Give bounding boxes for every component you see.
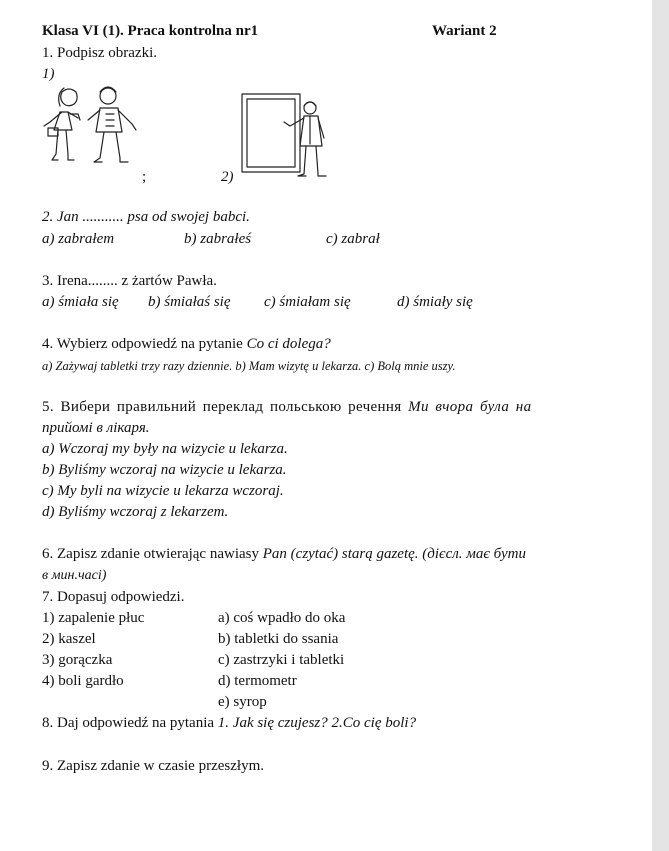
q3-option-a: a) śmiała się: [42, 294, 119, 310]
q5-text-italic: Ми вчора була на: [408, 399, 532, 415]
question-6-line-1: [42, 545, 526, 563]
picture-1-semicolon: ;: [142, 169, 147, 185]
question-4-text: [42, 335, 331, 353]
q7-left-item-1: 1) zapalenie płuc: [42, 610, 145, 626]
variant-label: Wariant 2: [432, 23, 497, 39]
q7-right-item-d: d) termometr: [218, 673, 297, 689]
picture-2-label: 2): [221, 169, 234, 185]
q2-option-c: c) zabrał: [326, 231, 380, 247]
q2-option-b: b) zabrałeś: [184, 231, 252, 247]
question-6-line-2: в мин.часі): [42, 568, 107, 583]
question-3-text: 3. Irena........ z żartów Pawła.: [42, 273, 217, 289]
q3-option-b: b) śmiałaś się: [148, 294, 231, 310]
q4-options: a) Zażywaj tabletki trzy razy dziennie. b) Mam wizytę u lekarza. c) Bolą mnie uszy.: [42, 359, 456, 373]
q3-option-c: c) śmiałam się: [264, 294, 351, 310]
q5-text-plain: 5. Вибери правильний переклад польською речення: [42, 399, 409, 415]
q5-option-a: a) Wczoraj my były na wizycie u lekarza.: [42, 441, 288, 457]
question-2-text: 2. Jan ........... psa od swojej babci.: [42, 209, 250, 225]
worksheet-title: Klasa VI (1). Praca kontrolna nr1: [42, 23, 259, 39]
q3-option-d: d) śmiały się: [397, 294, 473, 310]
q8-text-plain: 8. Daj odpowiedź na pytania: [42, 715, 218, 731]
q2-option-a: a) zabrałem: [42, 231, 115, 247]
q4-text-italic: Co ci dolega?: [246, 336, 331, 352]
q5-option-d: d) Byliśmy wczoraj z lekarzem.: [42, 504, 229, 520]
picture-1-label: 1): [42, 66, 55, 82]
question-7-text: 7. Dopasuj odpowiedzi.: [42, 589, 185, 605]
question-5-line-2: прийомі в лікаря.: [42, 420, 150, 436]
q4-text-plain: 4. Wybierz odpowiedź na pytanie: [42, 336, 247, 352]
q7-left-item-4: 4) boli gardło: [42, 673, 124, 689]
q5-option-b: b) Byliśmy wczoraj na wizycie u lekarza.: [42, 462, 287, 478]
q6-text-plain: 6. Zapisz zdanie otwierając nawiasy: [42, 546, 263, 562]
children-walking-illustration: [40, 84, 150, 179]
q7-right-item-b: b) tabletki do ssania: [218, 631, 339, 647]
question-9-text: 9. Zapisz zdanie w czasie przeszłym.: [42, 758, 264, 774]
q7-right-item-c: c) zastrzyki i tabletki: [218, 652, 345, 668]
q7-right-item-a: a) coś wpadło do oka: [218, 610, 346, 626]
teacher-at-board-illustration: [238, 88, 338, 183]
question-1-text: 1. Podpisz obrazki.: [42, 45, 157, 61]
q7-left-item-2: 2) kaszel: [42, 631, 96, 647]
q8-text-italic: 1. Jak się czujesz? 2.Co cię boli?: [217, 715, 417, 731]
q7-right-item-e: e) syrop: [218, 694, 267, 710]
q5-option-c: c) My byli na wizycie u lekarza wczoraj.: [42, 483, 284, 499]
q7-left-item-3: 3) gorączka: [42, 652, 113, 668]
question-5-line-1: [42, 398, 531, 416]
q6-text-italic: Pan (czytać) starą gazetę. (дієсл. має бути: [262, 546, 526, 562]
page-edge-margin: [652, 0, 669, 851]
question-8-text: [42, 714, 416, 732]
